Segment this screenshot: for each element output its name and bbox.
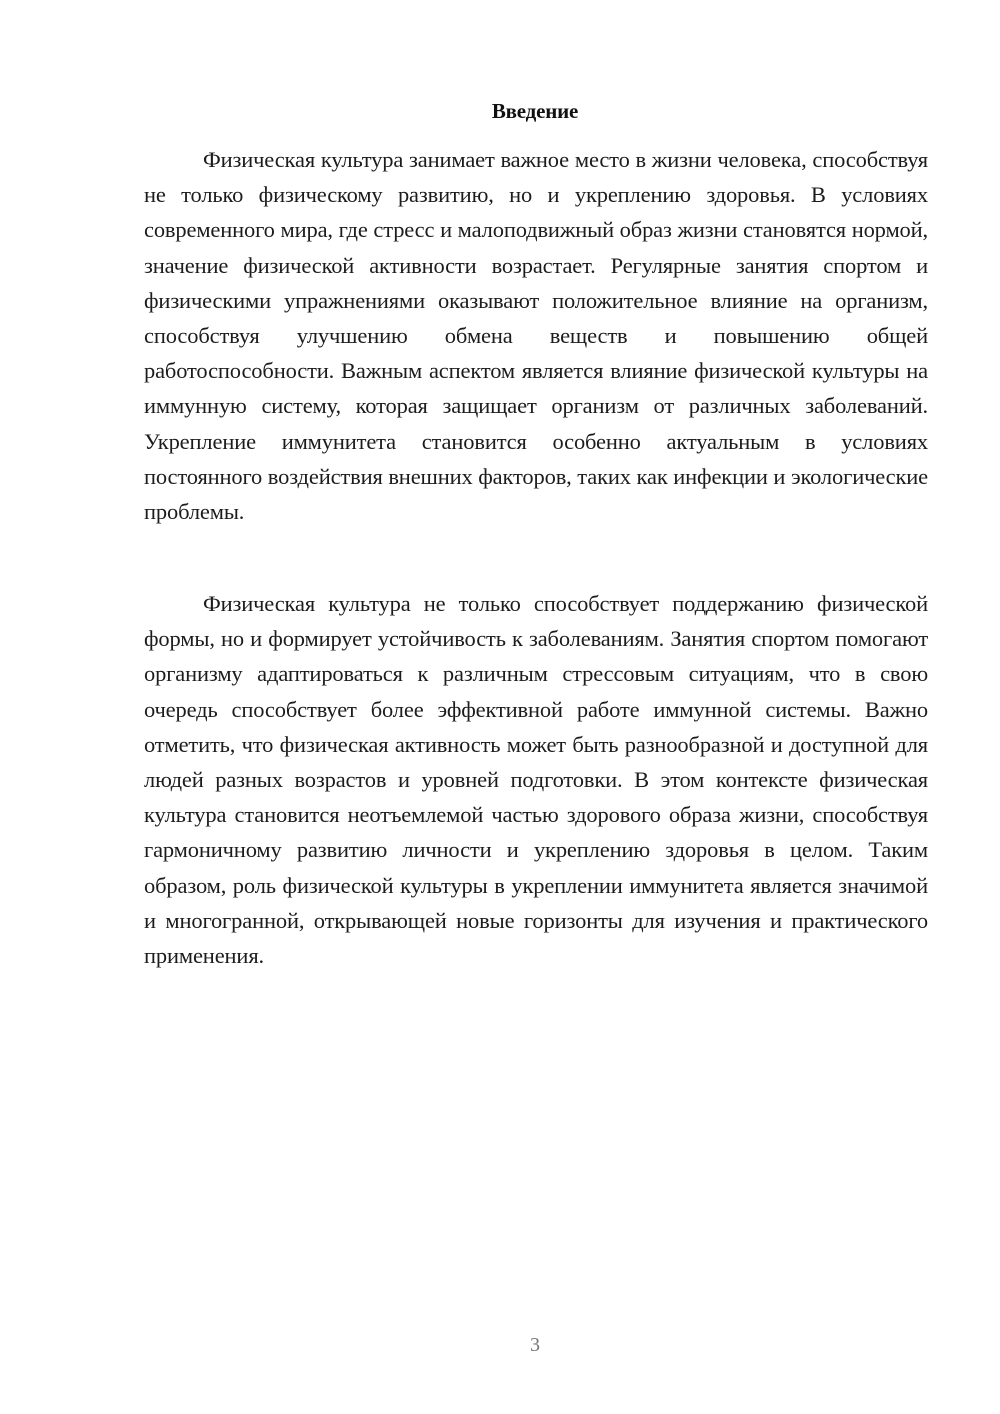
page-number: 3: [530, 1334, 540, 1356]
section-heading: Введение: [491, 99, 579, 123]
paragraph-2: Физическая культура не только способствует поддержанию физической формы, но и формирует устойчивость к заболеваниям. Занятия спортом помогают организму адаптироваться к различным стрессовым ситуациям, что в свою очередь способствует более эффективной работе иммунной системы. Важно отметить, что физическая активность может быть разнообразной и доступной для людей разных возрастов и уровней подготовки. В этом контексте физическая культура становится неотъемлемой частью здорового образа жизни, способствуя гармоничному развитию личности и укреплению здоровья в целом. Таким образом, роль физической культуры в укреплении иммунитета является значимой и многогранной, открывающей новые горизонты для изучения и практического применения.: [144, 591, 928, 969]
paragraph-1: Физическая культура занимает важное место в жизни человека, способствуя не только физическому развитию, но и укреплению здоровья. В условиях современного мира, где стресс и малоподвижный образ жизни становятся нормой, значение физической активности возрастает. Регулярные занятия спортом и физическими упражнениями оказывают положительное влияние на организм, способствуя улучшению обмена веществ и повышению общей работоспособности. Важным аспектом является влияние физической культуры на иммунную систему, которая защищает организм от различных заболеваний. Укрепление иммунитета становится особенно актуальным в условиях постоянного воздействия внешних факторов, таких как инфекции и экологические проблемы.: [144, 147, 928, 525]
